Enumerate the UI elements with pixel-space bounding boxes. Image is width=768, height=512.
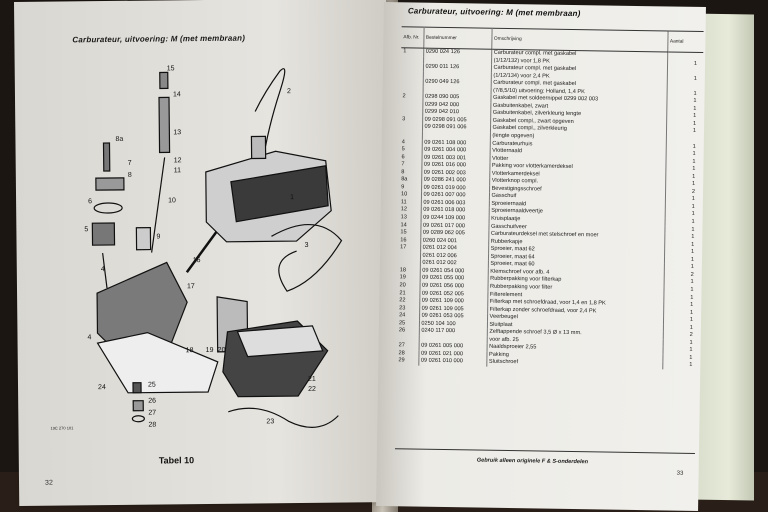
cell-omschrijving: Pakking voor vlotterkamerdeksel [491,162,573,171]
cell-aantal: 1 [664,241,700,249]
cell-omschrijving: Gasbuitenkabel, zilverkleurig lengte [492,110,582,118]
cell-aantal: 1 [666,151,702,159]
cell-bestelnummer: 09 0261 019 000 [421,184,489,193]
callout-10: 9 [156,233,161,241]
cell-afb: 25 [397,320,419,328]
cell-omschrijving: Sproeier, maat 60 [490,261,535,268]
cell-bestelnummer: 09 0261 109 005 [419,305,487,314]
cell-aantal: 1 [663,309,699,317]
cell-bestelnummer: 09 0261 010 000 [418,358,486,367]
footer-rule [395,448,695,454]
cell-aantal: 1 [664,279,700,287]
cell-bestelnummer: 09 0298 091 006 [422,124,490,133]
cell-afb: 14 [398,222,420,230]
cell-bestelnummer: 0299 042 010 [422,109,490,118]
cell-omschrijving: Vlotter [492,155,509,162]
col-header-bestelnummer: Bestelnummer [423,27,491,49]
cell-bestelnummer: 0261 012 002 [420,260,488,269]
cell-aantal: 1 [663,347,699,355]
cell-aantal: 1 [665,203,701,211]
cell-afb: 5 [400,146,422,154]
cell-omschrijving: Pakking [488,351,509,358]
jet-part [133,401,143,411]
cell-afb: 27 [397,343,419,351]
cell-bestelnummer: 09 0286 241 000 [421,177,489,186]
cell-afb: 11 [399,199,421,207]
cell-bestelnummer: 0299 042 000 [422,101,490,110]
cell-bestelnummer: 0298 090 005 [422,94,490,103]
cell-afb: 3 [400,116,422,124]
cell-afb: 19 [398,275,420,283]
callout-26: 25 [147,381,156,389]
cell-omschrijving: Sluitplaat [489,321,513,328]
cell-omschrijving: Sproeier, maat 62 [490,245,535,253]
cell-omschrijving: Kruisplaatje [491,215,521,223]
cell-bestelnummer: 09 0261 006 003 [421,200,489,209]
cell-afb: 21 [397,290,419,298]
cell-omschrijving: Carburateur compl. met gaskabel [493,79,576,88]
cell-omschrijving: Gasschuif [491,193,517,200]
col-header-omschrijving: Omschrijving [491,28,667,52]
gasket-ring-part [94,203,122,213]
cell-omschrijving: Bevestigingsschroef [491,185,542,193]
cell-omschrijving: (7/8,5/10) uitvoering: Holland, 1,4 PK [493,87,585,95]
cell-omschrijving: Veerbeugel [489,313,518,321]
cell-bestelnummer: 09 0244 109 000 [421,215,489,224]
cell-bestelnummer: 0290 024 126 [423,48,491,57]
cell-omschrijving: Gasschuifveer [490,223,527,230]
throttle-slide-part [136,228,150,250]
cell-omschrijving: Sproeier, maat 64 [490,253,535,261]
callout-28: 27 [148,409,157,417]
cell-aantal: 1 [665,181,701,189]
cell-bestelnummer: 0250 104 100 [419,320,487,329]
callout-8a: 8a [115,135,124,143]
cell-bestelnummer: 09 0261 055 000 [420,275,488,284]
cell-afb: 6 [399,154,421,162]
cell-afb: 17 [398,244,420,252]
cell-afb: 24 [397,312,419,320]
callout-5: 4 [100,266,105,274]
callout-27: 26 [148,397,157,405]
cell-aantal: 1 [664,256,700,264]
cell-omschrijving: Sproeiernaald [491,200,527,208]
callout-2: 2 [286,88,291,96]
cell-aantal: 1 [666,105,702,113]
cell-aantal: 1 [664,226,700,234]
cell-aantal: 1 [662,362,698,370]
cell-omschrijving: Gaskabel compl., zilverkleurig [492,125,567,133]
callout-18: 17 [186,283,195,291]
cell-aantal: 1 [666,143,702,151]
cell-aantal: 1 [667,75,703,83]
cell-omschrijving: voor afb. 25 [489,336,519,343]
cell-aantal: 1 [665,173,701,181]
cell-omschrijving: Carburateurdeksel met stelschroef en moer [490,230,599,239]
callout-9: 8 [127,171,132,179]
callout-19: 18 [185,347,194,355]
cell-afb: 23 [397,305,419,313]
cell-aantal: 1 [665,196,701,204]
throttle-spring-part [159,97,170,152]
cell-bestelnummer: 09 0261 108 000 [422,139,490,148]
washer-part [132,416,144,422]
rubber-cap-part [160,72,168,88]
callout-16: 15 [166,65,175,73]
cell-afb: 15 [398,229,420,237]
cell-omschrijving: Carburateur compl. met gaskabel [493,64,577,73]
cell-omschrijving: Rubberkapje [490,238,523,245]
cell-omschrijving: Vlotterkamerdeksel [491,170,540,178]
cell-afb: 22 [397,297,419,305]
cell-aantal: 1 [664,264,700,272]
gas-cable-upper [255,69,286,147]
cell-omschrijving: Zelftappende schroef 3,5 Ø x 13 mm. [489,328,582,337]
cell-bestelnummer: 09 0261 005 000 [419,343,487,352]
cell-bestelnummer: 0260 024 001 [420,237,488,246]
callout-1: 1 [290,194,295,202]
cell-aantal: 1 [663,294,699,302]
callout-6: 5 [84,226,89,234]
callout-29: 28 [148,421,157,429]
cell-afb: 28 [396,350,418,358]
cell-aantal: 1 [663,301,699,309]
cell-aantal: 1 [666,120,702,128]
cell-afb: 10 [399,192,421,200]
cell-aantal: 1 [667,60,703,68]
cell-omschrijving: (1/12/132) voor 1,8 PK [493,57,550,65]
cell-aantal: 1 [666,128,702,136]
footer-note: Gebruik alleen originele F & S-onderdelen [476,457,589,466]
callout-11: 10 [168,197,176,205]
cell-bestelnummer: 09 0289 062 005 [420,230,488,239]
cell-aantal: 1 [667,90,703,98]
parts-table [396,26,703,370]
cell-omschrijving: Filterkap zonder schroefdraad, voor 2,4 PK [489,306,597,314]
cell-aantal: 1 [665,158,701,166]
cell-aantal: 1 [662,354,698,362]
callout-22: 21 [307,375,316,383]
callout-17: 16 [192,257,201,265]
cell-omschrijving: Carburateur compl. met gaskabel [493,49,577,58]
callout-20: 19 [205,346,214,355]
cell-bestelnummer: 0290 011 126 [423,64,491,73]
screw-small-part [133,383,141,393]
right-page-number: 33 [676,470,684,477]
cell-afb: 7 [399,161,421,169]
cell-aantal: 1 [663,317,699,325]
cell-omschrijving: Gaskabel met soldeernippel 0299 002 003 [492,95,599,103]
cell-aantal: 1 [665,166,701,174]
left-page-title: Carburateur, uitvoering: M (met membraan) [72,33,246,45]
left-page-number: 32 [45,479,53,487]
cell-omschrijving: Sproeiernaaldveertje [491,208,543,216]
cell-afb: 1 [401,48,423,56]
right-page [376,2,706,511]
cell-afb: 12 [399,207,421,215]
float-part [92,223,114,245]
cell-omschrijving: Vlotternaald [492,147,523,155]
cell-bestelnummer: 09 0298 091 005 [422,117,490,126]
callout-21: 20 [217,346,226,354]
cell-aantal: 2 [663,332,699,340]
cell-bestelnummer: 09 0261 052 005 [419,290,487,299]
cell-omschrijving: Carburateurhuis [492,140,533,147]
filter-cap-top [237,326,322,357]
figure-code: 19C 270 101 [50,425,74,431]
cell-afb: 26 [397,327,419,335]
cell-omschrijving: Klemschroef voor afb. 4 [490,268,550,276]
callout-23: 22 [308,385,316,393]
parts-table-body [396,48,703,370]
col-header-aantal: Aantal [667,31,703,53]
callout-25: 24 [98,384,106,392]
cell-aantal: 1 [665,218,701,226]
cell-afb: 8 [399,169,421,177]
cell-omschrijving: Rubberpakking voor filterkap [490,276,562,284]
callout-7: 6 [88,198,93,206]
cell-bestelnummer: 0261 012 004 [420,245,488,254]
cell-bestelnummer: 09 0261 016 000 [421,162,489,171]
callout-12: 11 [173,167,182,175]
cell-bestelnummer: 09 0261 007 000 [421,192,489,201]
left-page [14,0,391,506]
callout-8: 7 [127,159,132,167]
cell-aantal: 1 [665,211,701,219]
cell-afb: 2 [400,94,422,102]
cell-bestelnummer: 09 0261 017 000 [420,222,488,231]
cell-aantal: 1 [664,234,700,242]
cell-bestelnummer: 0290 049 126 [423,79,491,88]
cell-bestelnummer: 09 0261 003 001 [421,154,489,163]
cell-omschrijving: Filterelement [489,291,523,298]
cell-afb: 9 [399,184,421,192]
cell-omschrijving: Gasbuitenkabel, zwart [492,102,549,110]
right-page-title: Carburateur, uitvoering: M (met membraan) [407,6,581,19]
screw-part [103,143,109,171]
cell-aantal: 1 [666,98,702,106]
table-caption: Tabel 10 [158,455,195,466]
cell-afb: 29 [396,358,418,366]
col-header-afb: Afb. Nr. [401,27,423,48]
cell-afb: 16 [398,237,420,245]
cell-afb: 18 [398,267,420,275]
cell-bestelnummer: 09 0261 053 005 [419,313,487,322]
callout-3: 3 [304,241,309,249]
cell-afb: 20 [397,282,419,290]
callout-13: 12 [173,157,182,165]
float-cover-part [96,178,124,190]
cell-afb: 8a [399,177,421,185]
clamp-screw-part [186,232,216,272]
cell-aantal: 1 [663,324,699,332]
cell-omschrijving: Sluitschroef [488,359,519,366]
cable-fitting [251,136,265,158]
cell-bestelnummer: 09 0261 004 000 [422,147,490,156]
cell-bestelnummer: 09 0261 002 003 [421,169,489,178]
cell-omschrijving: (lengte opgeven) [492,132,535,140]
callout-24: 23 [266,418,275,426]
cell-omschrijving: (1/12/134) voor 2,4 PK [493,72,550,80]
callout-4: 4 [87,334,92,342]
cell-aantal: 2 [664,271,700,279]
cell-afb: 4 [400,139,422,147]
callout-15: 14 [172,91,181,99]
cell-aantal: 1 [663,339,699,347]
cell-bestelnummer: 0261 012 006 [420,252,488,261]
cell-bestelnummer: 0240 117 000 [419,328,487,337]
cell-omschrijving: Filterkap met schroefdraad, voor 1,4 en 1,8 PK [489,298,606,307]
cell-aantal: 1 [664,249,700,257]
cell-aantal: 1 [666,113,702,121]
cell-aantal: 2 [665,188,701,196]
filter-gasket [97,332,218,393]
cell-bestelnummer: 09 0261 109 000 [419,298,487,307]
cell-omschrijving: Rubberpakking voor filter [489,283,553,291]
callout-14: 13 [173,129,182,137]
cell-omschrijving: Vlotterknop compl. [491,178,539,185]
spring-clip [228,407,338,428]
cell-afb: 13 [399,214,421,222]
exploded-parts-diagram [55,50,379,443]
cell-bestelnummer: 09 0261 021 000 [418,350,486,359]
cell-bestelnummer: 09 0261 056 000 [419,283,487,292]
cell-bestelnummer: 09 0261 018 000 [421,207,489,216]
cell-aantal: 1 [663,286,699,294]
cell-omschrijving: Gaskabel compl., zwart opgeven [492,117,574,125]
cell-omschrijving: Naaldsproeier 2,55 [489,344,537,351]
cell-bestelnummer: 09 0261 054 000 [420,267,488,276]
